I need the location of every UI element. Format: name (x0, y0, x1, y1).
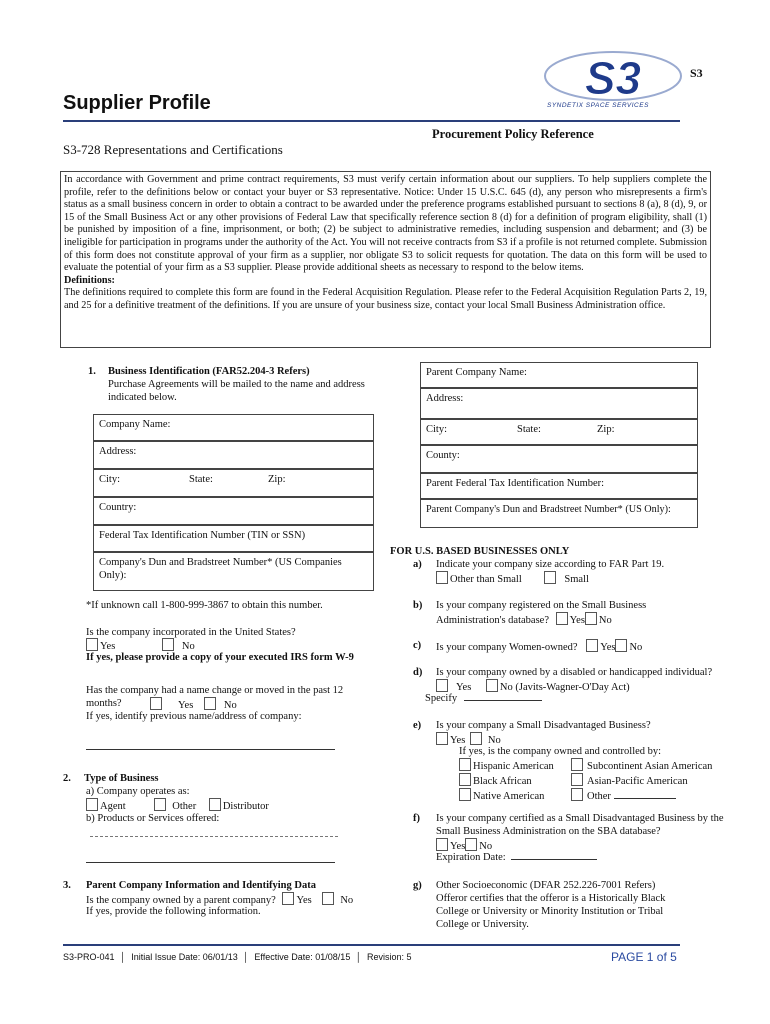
logo-subtext: SYNDETIX SPACE SERVICES (547, 102, 649, 109)
item-c-letter: c) (413, 640, 422, 651)
asian-pacific-checkbox[interactable] (571, 773, 583, 786)
page-number: PAGE 1 of 5 (611, 950, 677, 964)
parent-address-field[interactable] (420, 388, 698, 419)
other-than-small-checkbox[interactable] (436, 571, 448, 584)
item-f-expiration (436, 851, 597, 864)
incorporated-question: Is the company incorporated in the United States? (86, 627, 296, 638)
subcontinent-label: Subcontinent Asian American (587, 761, 713, 772)
parent-owned-no-label: No (340, 895, 354, 906)
women-owned-yes-checkbox[interactable] (586, 639, 598, 652)
disabled-no-label: No (Javits-Wagner-O'Day Act) (499, 682, 630, 693)
operates-as-label: a) Company operates as: (86, 786, 190, 797)
section2-title: Type of Business (84, 773, 159, 784)
sdb-yes-checkbox[interactable] (436, 732, 448, 745)
item-e-text: Is your company a Small Disadvantaged Business? (436, 720, 651, 731)
parent-county-label: County: (426, 450, 460, 461)
parent-owned-no-checkbox[interactable] (322, 892, 334, 905)
item-d-text: Is your company owned by a disabled or handicapped individual? (436, 667, 713, 678)
item-a-options (436, 571, 589, 586)
products-line-2[interactable] (86, 862, 335, 863)
women-owned-no-label: No (629, 642, 643, 653)
parent-address-label: Address: (426, 393, 464, 404)
footer-meta (63, 952, 412, 962)
footer-doc-id: S3-PRO-041 (63, 952, 115, 962)
ethnicity-col-1 (459, 758, 554, 803)
incorporated-no-label: No (181, 641, 195, 652)
other-ethnicity-label: Other (587, 791, 611, 802)
disabled-yes-label: Yes (456, 682, 472, 693)
sdb-no-checkbox[interactable] (470, 732, 482, 745)
products-line-1[interactable] (90, 836, 338, 837)
footer-sep-2: │ (243, 952, 249, 962)
definitions-text: The definitions required to complete this form are found in the Federal Acquisition Regulation. Please refer to the Federal Acquisition Regulation Parts 2, 19, and 25 for a definitive treatment of the definitions. If you are unsure of your business size, contact your local Small Business Administration office. (64, 287, 707, 311)
subcontinent-checkbox[interactable] (571, 758, 583, 771)
sba-cert-no-checkbox[interactable] (465, 838, 477, 851)
small-checkbox[interactable] (544, 571, 556, 584)
distributor-label: Distributor (222, 801, 269, 812)
footer-sep-1: │ (120, 952, 126, 962)
item-b-letter: b) (413, 600, 423, 611)
asian-pacific-label: Asian-Pacific American (587, 776, 688, 787)
company-name-field[interactable] (93, 414, 374, 441)
black-row (459, 773, 554, 788)
tin-field[interactable] (93, 525, 374, 552)
section1-title: Business Identification (FAR52.204-3 Refers) (108, 366, 310, 377)
other-ethnicity-line[interactable] (614, 798, 676, 799)
incorporated-no-checkbox[interactable] (162, 638, 174, 651)
sdb-yes-label: Yes (450, 735, 466, 746)
other-than-small-label: Other than Small (450, 574, 522, 585)
incorporated-yes-label: Yes (100, 641, 116, 652)
native-american-checkbox[interactable] (459, 788, 471, 801)
native-american-label: Native American (473, 791, 545, 802)
intro-paragraph: In accordance with Government and prime contract requirements, S3 must verify certain information about our suppliers. To help suppliers complete the profile, refer to the definitions below or contact your buyer or S3 representative. Notice: Under 15 U.S.C. 645 (d), any person who misrepresents a firm's status as a small business concern in order to obtain a contract to be awarded under the preference programs established pursuant to sections 8 (a), 8 (d), 9, or 15 of the Small Business Act or any other provisions of Federal Law that specifically reference section 8 (d) for a definition of program eligibility, shall (1) be punished by imposition of a fine, imprisonment, or both; (2) be subject to administrative remedies, including suspension and debarment; and (3) be ineligible for participation in programs under the authority of the Act. You will not receive contracts from S3 if a profile is not returned complete. Submission of this form does not constitute approval of your firm as a supplier, nor obligate S3 to solicit requests for quotation. The data on this form will be used to evaluate the potential of your firm as a S3 supplier. Please provide additional sheets as necessary to respond to the below items. (64, 174, 707, 274)
parent-city-label: City: (426, 424, 448, 435)
form-name: S3-728 Representations and Certifications (63, 142, 283, 157)
name-change-no-label: No (223, 700, 237, 711)
ethnicity-col-2 (571, 758, 712, 803)
asian-pacific-row (571, 773, 712, 788)
intro-box (60, 171, 711, 348)
footer-effective: Effective Date: 01/08/15 (254, 952, 351, 962)
item-g-text: Other Socioeconomic (DFAR 252.226-7001 Refers) Offeror certifies that the offeror is a Historically Black College or University or Minority Institution or Tribal College or University. (436, 880, 666, 930)
agent-checkbox[interactable] (86, 798, 98, 811)
black-african-label: Black African (473, 776, 532, 787)
parent-tax-id-field[interactable] (420, 473, 698, 499)
item-g-letter: g) (413, 880, 422, 891)
parent-owned-question: Is the company owned by a parent company? (86, 895, 276, 906)
item-c-text: Is your company Women-owned? (436, 642, 578, 653)
sba-cert-yes-checkbox[interactable] (436, 838, 448, 851)
svg-text:S3: S3 (584, 52, 642, 104)
other-ethnicity-checkbox[interactable] (571, 788, 583, 801)
state-label: State: (189, 474, 213, 485)
identify-previous-label: If yes, identify previous name/address of company: (86, 711, 302, 722)
expiration-label: Expiration Date: (436, 852, 506, 863)
item-d-specify (425, 692, 542, 705)
previous-name-line[interactable] (86, 749, 335, 750)
black-african-checkbox[interactable] (459, 773, 471, 786)
parent-owned-yes-label: Yes (296, 895, 312, 906)
section3-number: 3. (63, 880, 71, 891)
name-change-question: Has the company had a name change or moved in the past 12 months? (86, 685, 344, 709)
parent-duns-label: Parent Company's Dun and Bradstreet Number* (US Only): (426, 504, 671, 515)
sba-db-no-label: No (598, 615, 612, 626)
native-row (459, 788, 554, 803)
country-field[interactable] (93, 497, 374, 525)
section1-number: 1. (88, 366, 96, 377)
parent-owned-yes-checkbox[interactable] (282, 892, 294, 905)
city-state-zip-field[interactable] (93, 469, 374, 497)
parent-zip-label: Zip: (597, 424, 615, 435)
item-f-letter: f) (413, 813, 420, 824)
subcontinent-row (571, 758, 712, 773)
sba-db-yes-label: Yes (569, 615, 585, 626)
name-change-yes-label: Yes (178, 700, 194, 711)
name-change-yes-checkbox[interactable] (150, 697, 162, 710)
tin-label: Federal Tax Identification Number (TIN or SSN) (99, 530, 306, 541)
duns-field[interactable] (93, 552, 374, 591)
agent-label: Agent (100, 801, 126, 812)
footer-rule (63, 944, 680, 946)
item-a-letter: a) (413, 559, 422, 570)
section1-subtitle: Purchase Agreements will be mailed to the name and address indicated below. (108, 379, 365, 403)
item-b-block (436, 599, 696, 627)
disabled-no-checkbox[interactable] (486, 679, 498, 692)
company-name-label: Company Name: (99, 419, 171, 430)
country-label: Country: (99, 502, 137, 513)
other-ethnicity-row (571, 788, 712, 803)
policy-ref: Procurement Policy Reference (432, 127, 594, 141)
hispanic-checkbox[interactable] (459, 758, 471, 771)
duns-label: Company's Dun and Bradstreet Number* (US Companies Only): (99, 557, 342, 581)
parent-city-state-zip-field[interactable] (420, 419, 698, 445)
disabled-yes-checkbox[interactable] (436, 679, 448, 692)
section3-title: Parent Company Information and Identifying Data (86, 880, 316, 891)
item-a-text: Indicate your company size according to FAR Part 19. (436, 559, 665, 570)
definitions-heading: Definitions: (64, 274, 115, 286)
hispanic-row (459, 758, 554, 773)
footer-sep-3: │ (355, 952, 362, 962)
irs-note: If yes, please provide a copy of your executed IRS form W-9 (86, 652, 354, 663)
footer-revision: Revision: 5 (366, 952, 412, 962)
women-owned-yes-label: Yes (600, 642, 616, 653)
parent-if-yes-text: If yes, provide the following information. (86, 906, 261, 917)
specify-line[interactable] (464, 700, 542, 701)
footer-issue: Initial Issue Date: 06/01/13 (131, 952, 238, 962)
parent-name-label: Parent Company Name: (426, 367, 527, 378)
sdb-no-label: No (487, 735, 501, 746)
item-f-text: Is your company certified as a Small Disadvantaged Business by the Small Business Administration on the SBA database? (436, 813, 724, 837)
operates-as-options (86, 798, 269, 813)
address-label: Address: (99, 446, 137, 457)
page-title: Supplier Profile (63, 92, 211, 114)
parent-name-field[interactable] (420, 362, 698, 388)
us-businesses-heading: FOR U.S. BASED BUSINESSES ONLY (390, 546, 570, 557)
expiration-line[interactable] (511, 859, 597, 860)
item-d-letter: d) (413, 667, 423, 678)
item-e-letter: e) (413, 720, 422, 731)
sba-db-no-checkbox[interactable] (585, 612, 597, 625)
zip-label: Zip: (268, 474, 286, 485)
sba-cert-yes-label: Yes (450, 841, 466, 852)
name-change-no-checkbox[interactable] (204, 697, 216, 710)
header-rule (63, 120, 680, 122)
products-label: b) Products or Services offered: (86, 813, 220, 824)
section2-number: 2. (63, 773, 71, 784)
item-b-text: Is your company registered on the Small Business Administration's database? (436, 600, 647, 626)
address-field[interactable] (93, 441, 374, 469)
small-label: Small (564, 574, 589, 585)
parent-duns-field[interactable] (420, 499, 698, 528)
other-label: Other (172, 801, 197, 812)
parent-tax-id-label: Parent Federal Tax Identification Number: (426, 478, 605, 489)
parent-county-field[interactable] (420, 445, 698, 473)
specify-label: Specify (425, 693, 458, 704)
incorporated-yes-checkbox[interactable] (86, 638, 98, 651)
women-owned-no-checkbox[interactable] (615, 639, 627, 652)
item-c-row (436, 639, 642, 654)
s3-tag: S3 (690, 66, 703, 80)
parent-state-label: State: (517, 424, 541, 435)
other-checkbox[interactable] (154, 798, 166, 811)
hispanic-label: Hispanic American (473, 761, 554, 772)
item-e-owned: If yes, is the company owned and controlled by: (459, 746, 662, 757)
sba-cert-no-label: No (479, 841, 493, 852)
city-label: City: (99, 474, 121, 485)
unknown-call-note: *If unknown call 1-800-999-3867 to obtain this number. (86, 600, 323, 611)
sba-db-yes-checkbox[interactable] (556, 612, 568, 625)
distributor-checkbox[interactable] (209, 798, 221, 811)
